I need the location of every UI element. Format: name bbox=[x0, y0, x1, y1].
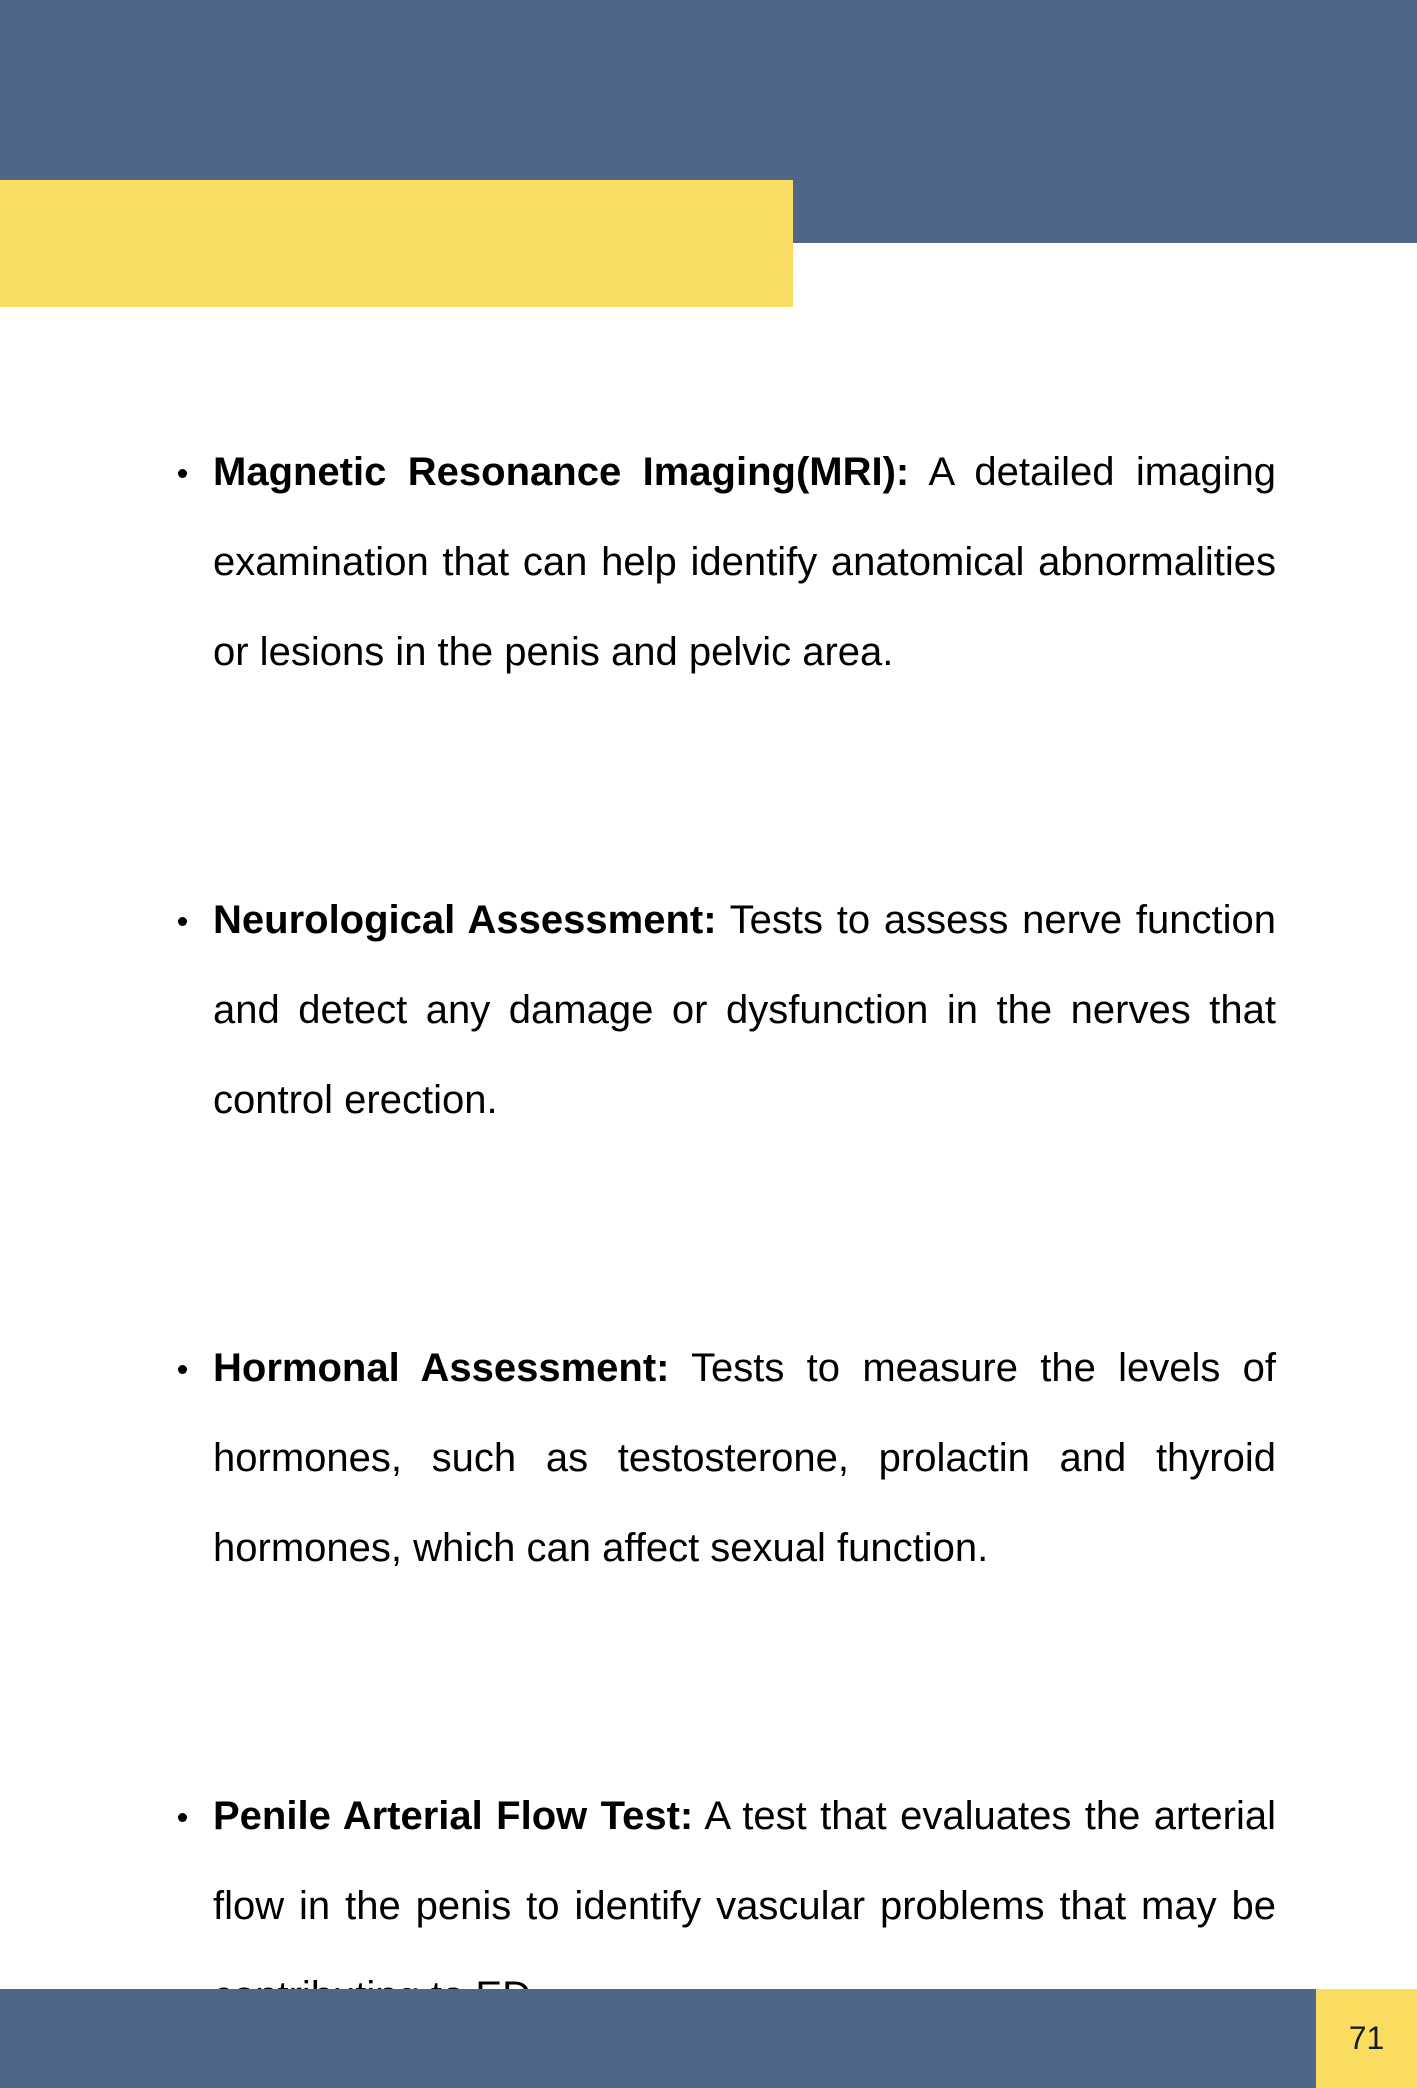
page-number: 71 bbox=[1348, 2020, 1385, 2056]
page-content bbox=[170, 427, 1276, 2041]
bullet-list bbox=[170, 427, 1276, 2041]
item-description: Tests to assess nerve function and detect any damage or dysfunction in the nerves that control erection. bbox=[213, 898, 1276, 1122]
bullet-icon bbox=[178, 917, 187, 926]
bullet-icon bbox=[178, 469, 187, 478]
footer-band bbox=[0, 1989, 1417, 2088]
item-description: A detailed imaging examination that can help identify anatomical abnormalities or lesions in the penis and pelvic area. bbox=[213, 450, 1276, 674]
item-term: Hormonal Assessment: bbox=[213, 1346, 670, 1390]
bullet-icon bbox=[178, 1365, 187, 1374]
bullet-icon bbox=[178, 1813, 187, 1822]
item-term: Neurological Assessment: bbox=[213, 898, 717, 942]
item-description: A test that evaluates the arterial flow in the penis to identify vascular problems that may be bbox=[213, 1794, 1277, 1928]
item-term: Magnetic Resonance Imaging(MRI): bbox=[213, 450, 910, 494]
item-term: Penile Arterial Flow Test: bbox=[213, 1794, 694, 1838]
list-item-hormonal bbox=[170, 1323, 1276, 1593]
header-cutout bbox=[793, 243, 1417, 307]
item-description: Tests to measure the levels of hormones, such as testosterone, prolactin and thyroid hormones, which can affect sexual function. bbox=[213, 1346, 1277, 1570]
list-item-mri bbox=[170, 427, 1276, 697]
header-accent-block bbox=[0, 180, 793, 307]
list-item-neurological bbox=[170, 875, 1276, 1145]
page-number-box bbox=[1316, 1989, 1417, 2088]
